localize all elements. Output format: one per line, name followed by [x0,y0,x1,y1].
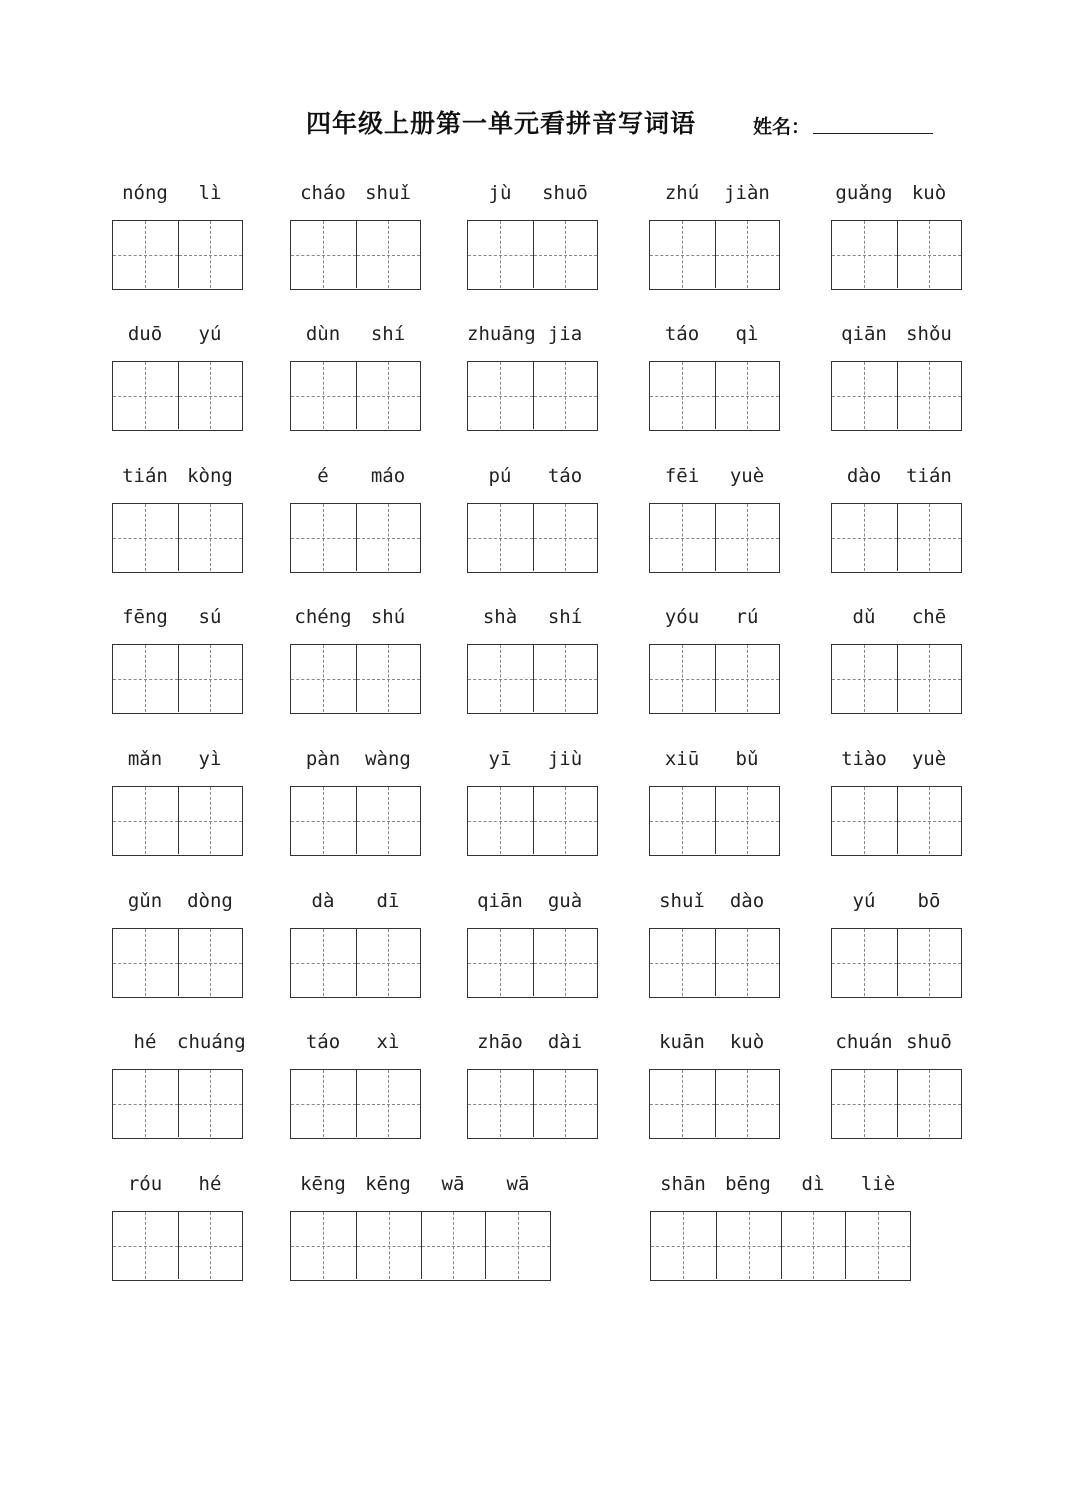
writing-cell[interactable] [291,1212,356,1279]
writing-boxes [467,1069,598,1139]
pinyin-syllable: mǎn [127,748,163,770]
pinyin-syllable: gǔn [127,890,163,912]
pinyin-syllable: dào [729,890,765,912]
writing-cell[interactable] [832,929,897,996]
writing-cell[interactable] [178,645,243,712]
pinyin-syllable: shān [660,1173,706,1195]
writing-cell[interactable] [650,221,715,288]
word-item [112,606,246,636]
pinyin-syllable: pàn [305,748,341,770]
pinyin-row [112,465,246,495]
word-item [290,1031,424,1061]
writing-cell[interactable] [715,221,780,288]
writing-cell[interactable] [715,1070,780,1137]
writing-cell[interactable] [715,362,780,429]
pinyin-syllable: yú [198,323,222,345]
writing-cell[interactable] [897,504,962,571]
writing-cell[interactable] [651,1212,716,1279]
pinyin-syllable: chē [911,606,947,628]
writing-cell[interactable] [291,362,356,429]
word-item [831,323,965,353]
word-item [831,465,965,495]
writing-cell[interactable] [650,787,715,854]
writing-cell[interactable] [533,221,598,288]
pinyin-row [112,182,246,212]
pinyin-syllable: wā [441,1173,465,1195]
writing-boxes [467,644,598,714]
writing-boxes [467,786,598,856]
pinyin-syllable: jù [488,182,512,204]
word-item [649,465,783,495]
pinyin-syllable: duō [127,323,163,345]
writing-cell[interactable] [832,362,897,429]
writing-cell[interactable] [533,645,598,712]
pinyin-syllable: guǎng [835,182,893,204]
writing-boxes [467,503,598,573]
pinyin-syllable: qiān [477,890,523,912]
pinyin-syllable: shí [547,606,583,628]
writing-boxes [290,1069,421,1139]
writing-cell[interactable] [845,1212,910,1279]
pinyin-syllable: shuǐ [659,890,705,912]
writing-boxes [290,361,421,431]
writing-cell[interactable] [178,929,243,996]
pinyin-row [831,606,965,636]
writing-cell[interactable] [356,504,421,571]
pinyin-syllable: nóng [122,182,168,204]
writing-boxes [649,1069,780,1139]
pinyin-row [831,748,965,778]
pinyin-row [467,182,601,212]
writing-cell[interactable] [356,787,421,854]
writing-cell[interactable] [716,1212,781,1279]
word-item [649,890,783,920]
word-item [467,606,601,636]
writing-cell[interactable] [178,221,243,288]
word-item [290,748,424,778]
writing-cell[interactable] [533,362,598,429]
writing-boxes [112,503,243,573]
pinyin-syllable: bēng [725,1173,771,1195]
word-item [467,1031,601,1061]
writing-boxes [112,220,243,290]
pinyin-syllable: tián [906,465,952,487]
writing-cell[interactable] [715,645,780,712]
pinyin-row [831,465,965,495]
word-item [112,465,246,495]
writing-boxes [831,928,962,998]
writing-cell[interactable] [356,1212,421,1279]
pinyin-syllable: táo [664,323,700,345]
pinyin-row [467,606,601,636]
pinyin-syllable: kuò [729,1031,765,1053]
word-item [831,182,965,212]
pinyin-row [112,1173,246,1203]
writing-cell[interactable] [485,1212,550,1279]
writing-boxes [649,786,780,856]
writing-cell[interactable] [178,504,243,571]
writing-boxes [112,786,243,856]
writing-cell[interactable] [897,787,962,854]
pinyin-row [467,1031,601,1061]
writing-boxes [649,928,780,998]
pinyin-syllable: sú [198,606,222,628]
pinyin-syllable: dì [801,1173,825,1195]
writing-cell[interactable] [650,362,715,429]
pinyin-row [831,1031,965,1061]
pinyin-row [112,748,246,778]
writing-boxes [467,928,598,998]
word-item [290,465,424,495]
writing-boxes [467,220,598,290]
pinyin-syllable: lì [198,182,222,204]
writing-cell[interactable] [356,362,421,429]
pinyin-syllable: dà [311,890,335,912]
pinyin-syllable: yú [852,890,876,912]
writing-cell[interactable] [113,1070,178,1137]
writing-boxes [290,928,421,998]
pinyin-row [290,748,424,778]
pinyin-syllable: dī [376,890,400,912]
writing-cell[interactable] [533,787,598,854]
word-item [290,606,424,636]
writing-boxes [649,644,780,714]
pinyin-syllable: yì [198,748,222,770]
writing-cell[interactable] [533,929,598,996]
pinyin-syllable: dòng [187,890,233,912]
pinyin-row [650,1173,914,1203]
writing-cell[interactable] [113,929,178,996]
writing-boxes [831,361,962,431]
page-title: 四年级上册第一单元看拼音写词语 [306,109,697,138]
pinyin-row [831,323,965,353]
writing-cell[interactable] [650,929,715,996]
pinyin-syllable: shǒu [906,323,952,345]
writing-boxes [831,503,962,573]
pinyin-syllable: wàng [365,748,411,770]
pinyin-syllable: chuán [835,1031,893,1053]
writing-cell[interactable] [650,645,715,712]
pinyin-syllable: táo [547,465,583,487]
writing-boxes [831,786,962,856]
writing-cell[interactable] [178,787,243,854]
pinyin-syllable: shuǐ [365,182,411,204]
pinyin-row [649,465,783,495]
word-item [290,323,424,353]
writing-cell[interactable] [468,221,533,288]
word-item [112,323,246,353]
pinyin-row [112,890,246,920]
pinyin-syllable: kēng [300,1173,346,1195]
writing-cell[interactable] [533,1070,598,1137]
pinyin-syllable: chuáng [177,1031,246,1053]
writing-cell[interactable] [468,362,533,429]
pinyin-row [467,323,601,353]
pinyin-syllable: shuō [542,182,588,204]
word-item [467,890,601,920]
pinyin-syllable: dùn [305,323,341,345]
pinyin-syllable: kòng [187,465,233,487]
word-item [650,1173,914,1203]
pinyin-syllable: guà [547,890,583,912]
writing-boxes [649,503,780,573]
writing-boxes [112,644,243,714]
writing-boxes [290,1211,551,1281]
pinyin-syllable: jiù [547,748,583,770]
writing-cell[interactable] [113,1212,178,1279]
pinyin-row [112,323,246,353]
word-item [649,748,783,778]
word-item [112,182,246,212]
writing-cell[interactable] [178,1212,243,1279]
pinyin-syllable: dào [846,465,882,487]
word-item [649,606,783,636]
name-label: 姓名： [753,116,811,138]
pinyin-syllable: kuò [911,182,947,204]
writing-cell[interactable] [832,1070,897,1137]
writing-cell[interactable] [178,362,243,429]
word-item [112,890,246,920]
writing-cell[interactable] [356,221,421,288]
pinyin-row [112,1031,246,1061]
writing-cell[interactable] [468,1070,533,1137]
pinyin-syllable: zhāo [477,1031,523,1053]
pinyin-row [290,323,424,353]
pinyin-syllable: jia [547,323,583,345]
pinyin-syllable: qiān [841,323,887,345]
word-item [467,323,601,353]
writing-boxes [112,361,243,431]
pinyin-syllable: bǔ [735,748,759,770]
pinyin-syllable: zhuāng [467,323,536,345]
writing-cell[interactable] [650,504,715,571]
word-item [112,1031,246,1061]
writing-cell[interactable] [113,221,178,288]
pinyin-row [831,182,965,212]
pinyin-row [649,1031,783,1061]
writing-boxes [831,220,962,290]
pinyin-syllable: máo [370,465,406,487]
pinyin-syllable: róu [127,1173,163,1195]
writing-boxes [831,1069,962,1139]
pinyin-syllable: yuè [911,748,947,770]
pinyin-syllable: cháo [300,182,346,204]
word-item [831,748,965,778]
writing-cell[interactable] [832,645,897,712]
pinyin-syllable: shà [482,606,518,628]
pinyin-syllable: rú [735,606,759,628]
writing-boxes [649,361,780,431]
pinyin-row [649,606,783,636]
writing-cell[interactable] [113,362,178,429]
pinyin-row [290,890,424,920]
writing-cell[interactable] [715,929,780,996]
pinyin-syllable: dǔ [852,606,876,628]
pinyin-syllable: yī [488,748,512,770]
writing-cell[interactable] [291,504,356,571]
pinyin-syllable: jiàn [724,182,770,204]
pinyin-row [649,182,783,212]
pinyin-syllable: tiào [841,748,887,770]
pinyin-row [290,1031,424,1061]
pinyin-syllable: zhú [664,182,700,204]
writing-boxes [831,644,962,714]
pinyin-row [649,748,783,778]
word-item [831,1031,965,1061]
word-item [831,890,965,920]
writing-cell[interactable] [468,645,533,712]
writing-boxes [112,1069,243,1139]
pinyin-row [649,323,783,353]
pinyin-syllable: hé [198,1173,222,1195]
pinyin-syllable: táo [305,1031,341,1053]
pinyin-syllable: shú [370,606,406,628]
pinyin-row [290,182,424,212]
writing-cell[interactable] [468,504,533,571]
writing-cell[interactable] [832,221,897,288]
word-item [831,606,965,636]
word-item [649,323,783,353]
writing-cell[interactable] [715,504,780,571]
pinyin-syllable: wā [506,1173,530,1195]
pinyin-row [467,465,601,495]
pinyin-row [831,890,965,920]
writing-boxes [290,503,421,573]
writing-cell[interactable] [291,1070,356,1137]
writing-cell[interactable] [468,787,533,854]
writing-cell[interactable] [897,362,962,429]
word-item [467,182,601,212]
pinyin-row [649,890,783,920]
writing-cell[interactable] [291,645,356,712]
writing-cell[interactable] [356,929,421,996]
pinyin-row [467,748,601,778]
writing-cell[interactable] [113,787,178,854]
word-item [467,748,601,778]
writing-boxes [290,786,421,856]
word-item [112,1173,246,1203]
pinyin-syllable: dài [547,1031,583,1053]
word-item [467,465,601,495]
writing-cell[interactable] [356,1070,421,1137]
writing-cell[interactable] [291,221,356,288]
word-item [649,182,783,212]
word-item [290,890,424,920]
writing-cell[interactable] [897,929,962,996]
writing-cell[interactable] [113,645,178,712]
pinyin-row [290,465,424,495]
pinyin-syllable: shí [370,323,406,345]
pinyin-syllable: qì [735,323,759,345]
pinyin-syllable: fēng [122,606,168,628]
pinyin-syllable: bō [917,890,941,912]
pinyin-syllable: é [317,465,329,487]
writing-boxes [112,1211,243,1281]
writing-cell[interactable] [421,1212,486,1279]
pinyin-syllable: tián [122,465,168,487]
writing-cell[interactable] [897,645,962,712]
pinyin-syllable: xiū [664,748,700,770]
pinyin-syllable: yóu [664,606,700,628]
writing-cell[interactable] [832,787,897,854]
writing-cell[interactable] [897,1070,962,1137]
word-item [112,748,246,778]
word-item [290,182,424,212]
pinyin-syllable: hé [133,1031,157,1053]
pinyin-syllable: yuè [729,465,765,487]
writing-boxes [650,1211,911,1281]
writing-cell[interactable] [468,929,533,996]
writing-boxes [467,361,598,431]
word-item [290,1173,554,1203]
writing-boxes [649,220,780,290]
pinyin-syllable: pú [488,465,512,487]
writing-boxes [290,220,421,290]
pinyin-syllable: fēi [664,465,700,487]
writing-cell[interactable] [715,787,780,854]
writing-cell[interactable] [897,221,962,288]
writing-cell[interactable] [291,787,356,854]
writing-cell[interactable] [178,1070,243,1137]
pinyin-syllable: chéng [294,606,352,628]
pinyin-syllable: liè [860,1173,896,1195]
writing-cell[interactable] [113,504,178,571]
pinyin-row [290,1173,554,1203]
pinyin-syllable: xì [376,1031,400,1053]
writing-cell[interactable] [356,645,421,712]
pinyin-row [467,890,601,920]
word-item [649,1031,783,1061]
writing-cell[interactable] [533,504,598,571]
writing-cell[interactable] [832,504,897,571]
pinyin-row [290,606,424,636]
pinyin-row [112,606,246,636]
writing-cell[interactable] [781,1212,846,1279]
writing-cell[interactable] [291,929,356,996]
writing-boxes [290,644,421,714]
pinyin-syllable: kēng [365,1173,411,1195]
pinyin-syllable: kuān [659,1031,705,1053]
pinyin-syllable: shuō [906,1031,952,1053]
writing-cell[interactable] [650,1070,715,1137]
writing-boxes [112,928,243,998]
